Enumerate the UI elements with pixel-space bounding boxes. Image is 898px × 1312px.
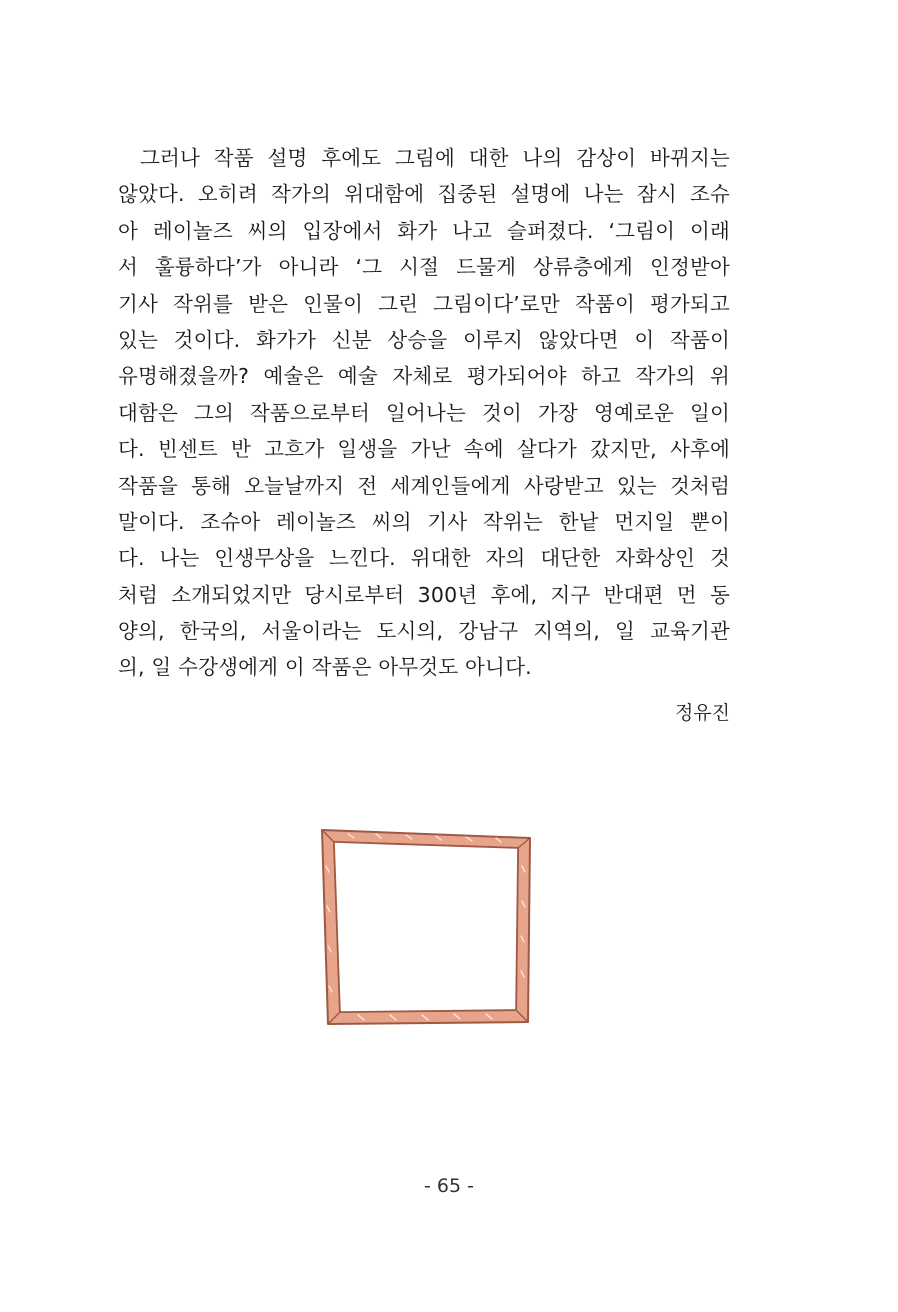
essay-line: 처럼 소개되었지만 당시로부터 300년 후에, 지구 반대편 먼 동	[118, 582, 730, 607]
essay-line: 기사 작위를 받은 인물이 그린 그림이다’로만 작품이 평가되고	[118, 291, 730, 316]
author-name: 정유진	[674, 702, 730, 724]
essay-line: 의, 일 수강생에게 이 작품은 아무것도 아니다.	[118, 655, 532, 680]
essay-line: 다. 빈센트 반 고흐가 일생을 가난 속에 살다가 갔지만, 사후에	[118, 437, 730, 462]
essay-line: 대함은 그의 작품으로부터 일어나는 것이 가장 영예로운 일이	[118, 400, 730, 425]
picture-frame-illustration	[318, 826, 534, 1026]
essay-line: 유명해졌을까? 예술은 예술 자체로 평가되어야 하고 작가의 위	[118, 364, 730, 389]
essay-line: 다. 나는 인생무상을 느낀다. 위대한 자의 대단한 자화상인 것	[118, 546, 730, 571]
essay-line: 있는 것이다. 화가가 신분 상승을 이루지 않았다면 이 작품이	[118, 327, 730, 352]
essay-line: 말이다. 조슈아 레이놀즈 씨의 기사 작위는 한낱 먼지일 뿐이	[118, 509, 730, 534]
essay-line: 작품을 통해 오늘날까지 전 세계인들에게 사랑받고 있는 것처럼	[118, 473, 730, 498]
essay-line: 그러나 작품 설명 후에도 그림에 대한 나의 감상이 바뀌지는	[140, 146, 730, 170]
essay-line: 서 훌륭하다’가 아니라 ‘그 시절 드물게 상류층에게 인정받아	[118, 255, 730, 280]
essay-line: 아 레이놀즈 씨의 입장에서 화가 나고 슬퍼졌다. ‘그림이 이래	[118, 218, 730, 243]
essay-line: 않았다. 오히려 작가의 위대함에 집중된 설명에 나는 잠시 조슈	[118, 182, 730, 207]
essay-line: 양의, 한국의, 서울이라는 도시의, 강남구 지역의, 일 교육기관	[118, 619, 730, 644]
page-number: - 65 -	[424, 1175, 474, 1197]
essay-body	[118, 140, 730, 686]
frame-inner-edge	[334, 842, 518, 1012]
